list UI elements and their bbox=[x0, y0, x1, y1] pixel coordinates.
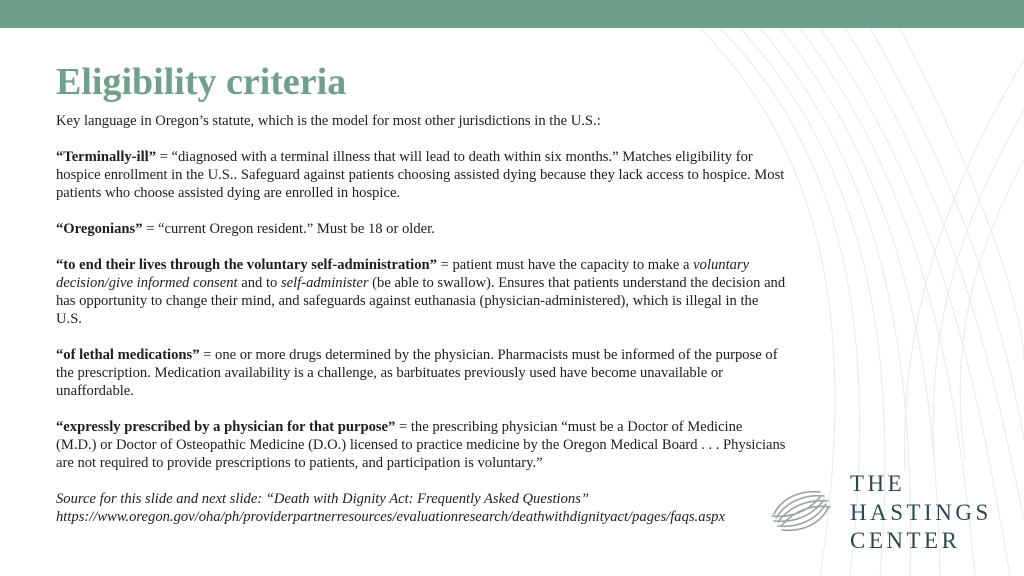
self-administration-text-a: = patient must have the capacity to make a bbox=[436, 257, 694, 273]
term-oregonians: “Oregonians” bbox=[56, 221, 143, 237]
self-administration-paragraph bbox=[56, 256, 786, 328]
self-administration-italic-b: self-administer bbox=[280, 275, 369, 291]
expressly-prescribed-paragraph bbox=[56, 418, 786, 472]
source-url: https://www.oregon.gov/oha/ph/providerpartnerresources/evaluationresearch/deathwithdignityact/pages/faqs.aspx bbox=[56, 509, 725, 525]
source-label: Source for this slide and next slide: “Death with Dignity Act: Frequently Asked Questions” bbox=[56, 491, 590, 507]
top-accent-bar bbox=[0, 0, 1024, 28]
swirl-logo-icon bbox=[770, 480, 832, 542]
logo-wordmark bbox=[850, 470, 992, 556]
self-administration-text-c: (be able to swallow). Ensures that patients understand the decision and has opportunity to change their mind, and safeguards against euthanasia (physician-administered), which is illegal in the U.S. bbox=[56, 275, 786, 327]
logo-line-center: CENTER bbox=[850, 528, 961, 553]
terminally-ill-text: = “diagnosed with a terminal illness that will lead to death within six months.” Matches eligibility for hospice enrollment in the U.S.. Safeguard against patients choosing assisted dying because they lack access to hospice. Most patients who choose assisted dying are enrolled in hospice. bbox=[56, 149, 785, 201]
logo-line-hastings: HASTINGS bbox=[850, 499, 992, 525]
term-terminally-ill: “Terminally-ill” bbox=[56, 149, 156, 165]
lethal-medications-paragraph bbox=[56, 346, 786, 400]
slide-title: Eligibility criteria bbox=[56, 61, 347, 103]
source-paragraph bbox=[56, 490, 786, 526]
self-administration-italic-a: voluntary decision/give informed consent bbox=[56, 257, 750, 291]
lethal-medications-text: = one or more drugs determined by the physician. Pharmacists must be informed of the purpose of the prescription. Medication availability is a challenge, as barbituates previously used have become unavailable or unaffordable. bbox=[56, 347, 778, 399]
oregonians-text: = “current Oregon resident.” Must be 18 or older. bbox=[142, 221, 435, 237]
terminally-ill-paragraph bbox=[56, 148, 786, 202]
term-expressly-prescribed: “expressly prescribed by a physician for that purpose” bbox=[56, 419, 396, 435]
hastings-center-logo bbox=[770, 470, 1000, 553]
slide-body bbox=[56, 112, 786, 526]
term-self-administration: “to end their lives through the voluntary self-administration” bbox=[56, 257, 437, 273]
intro-paragraph: Key language in Oregon’s statute, which is the model for most other jurisdictions in the U.S.: bbox=[56, 113, 601, 129]
term-lethal-medications: “of lethal medications” bbox=[56, 347, 200, 363]
expressly-prescribed-text: = the prescribing physician “must be a Doctor of Medicine (M.D.) or Doctor of Osteopathic Medicine (D.O.) licensed to practice medicine by the Oregon Medical Board . . . Physicians are not required to provide prescriptions to patients, and participation is voluntary.” bbox=[56, 419, 786, 471]
self-administration-text-b: and to bbox=[237, 275, 281, 291]
oregonians-paragraph bbox=[56, 220, 786, 238]
logo-line-the: THE bbox=[850, 471, 906, 496]
